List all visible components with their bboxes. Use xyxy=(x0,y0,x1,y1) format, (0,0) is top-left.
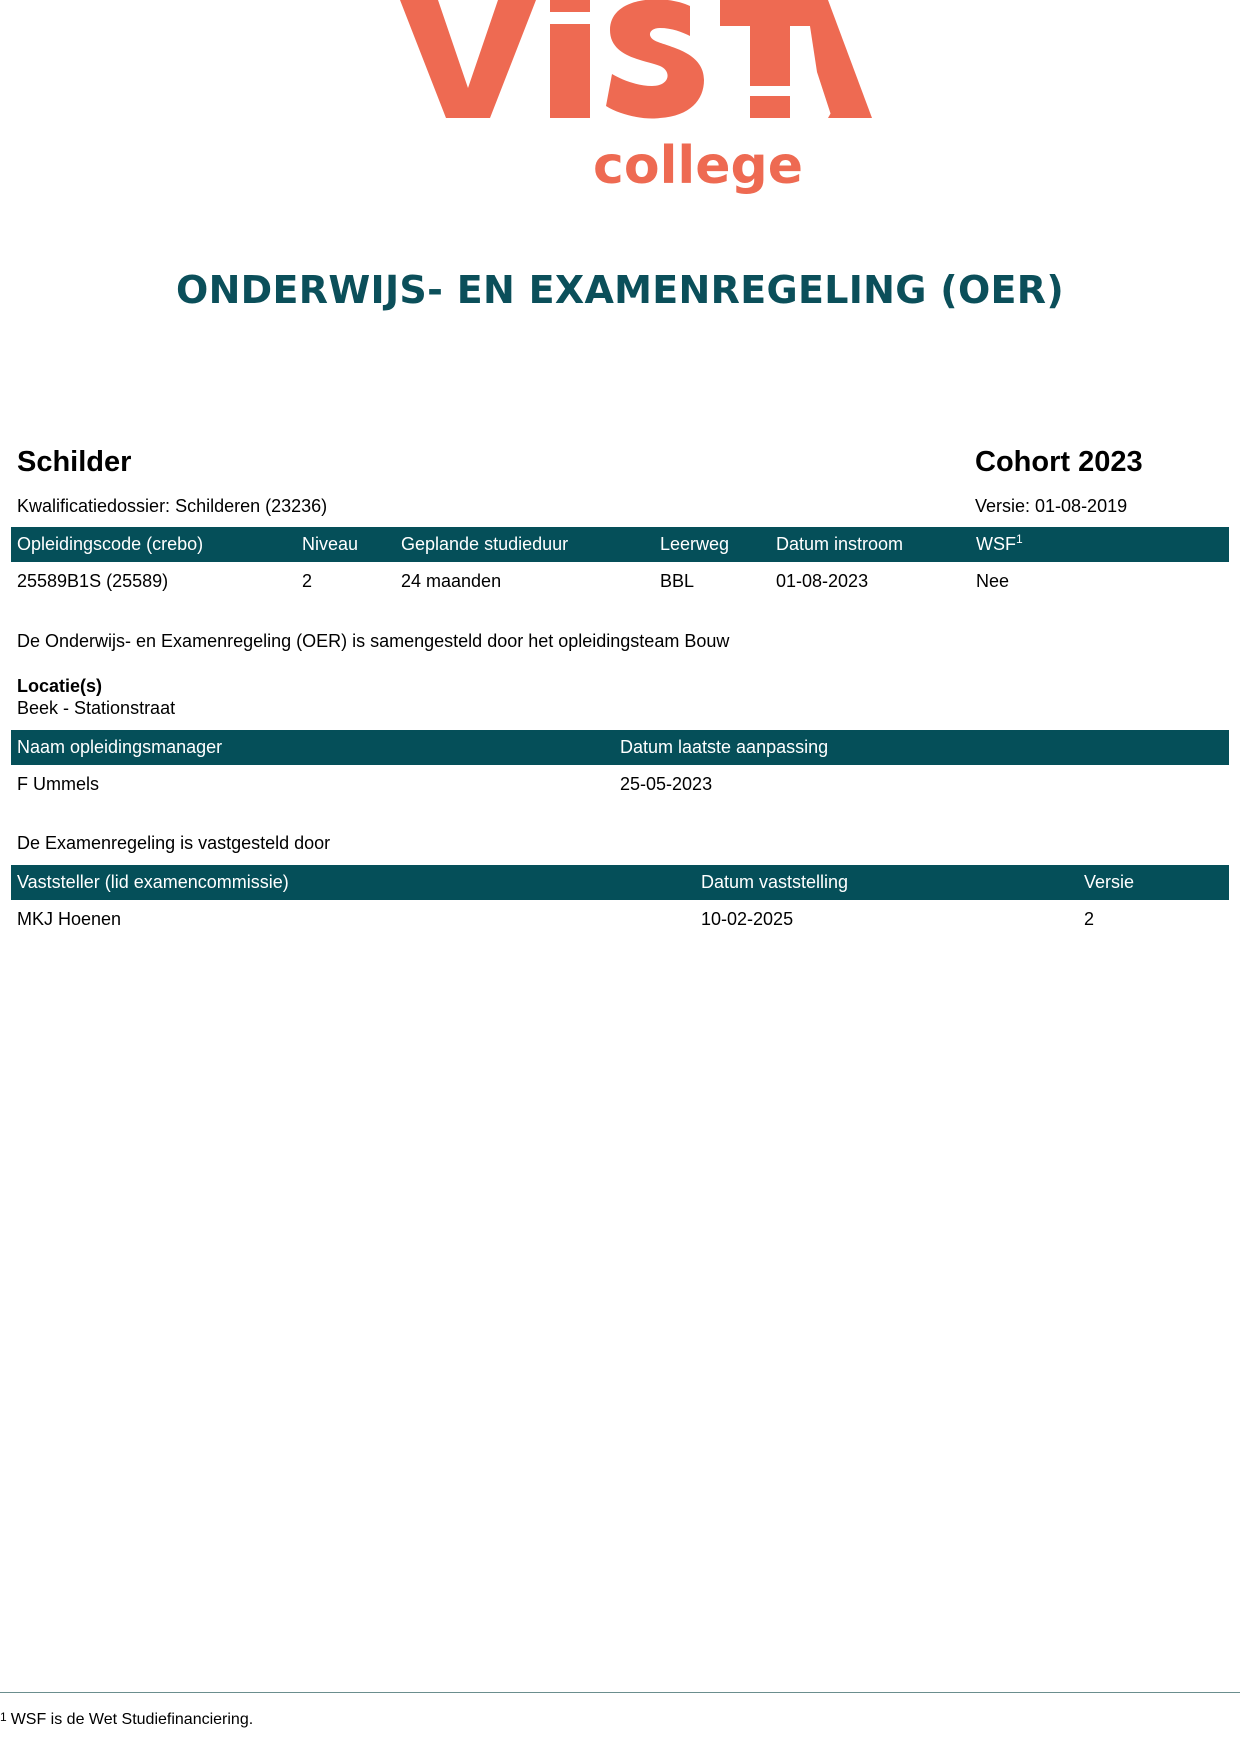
document-title: ONDERWIJS- EN EXAMENREGELING (OER) xyxy=(175,268,1065,312)
table-row xyxy=(11,562,1229,598)
cell-vaststeller: MKJ Hoenen xyxy=(17,909,122,929)
header-manager-name: Naam opleidingsmanager xyxy=(17,737,223,757)
logo-letter-v xyxy=(400,0,536,118)
logo-letter-t-stem xyxy=(750,24,790,86)
table-header-row xyxy=(11,865,1229,900)
header-instroom: Datum instroom xyxy=(776,534,904,554)
logo-graphic xyxy=(360,0,880,215)
logo-subword: college xyxy=(593,136,803,196)
header-crebo: Opleidingscode (crebo) xyxy=(17,534,204,554)
established-by-text: De Examenregeling is vastgesteld door xyxy=(17,833,331,853)
header-niveau: Niveau xyxy=(302,534,359,554)
dossier-version: Versie: 01-08-2019 xyxy=(975,496,1128,516)
header-date-established: Datum vaststelling xyxy=(701,872,849,892)
logo-letter-t-foot xyxy=(750,96,790,118)
table-header-row xyxy=(11,730,1229,765)
header-version: Versie xyxy=(1084,872,1135,892)
cell-wsf: Nee xyxy=(976,571,1010,591)
logo-letter-s xyxy=(606,0,704,118)
cell-instroom: 01-08-2023 xyxy=(776,571,869,591)
header-vaststeller: Vaststeller (lid examencommissie) xyxy=(17,872,289,892)
locations-value: Beek - Stationstraat xyxy=(17,698,176,718)
cell-manager-name: F Ummels xyxy=(17,774,99,794)
logo-letter-i-dot xyxy=(550,0,590,12)
cell-version: 2 xyxy=(1084,909,1095,929)
cell-crebo: 25589B1S (25589) xyxy=(17,571,169,591)
cell-studieduur: 24 maanden xyxy=(401,571,502,591)
header-wsf-label: WSF xyxy=(976,534,1016,554)
manager-table xyxy=(11,730,1229,801)
composed-by-text: De Onderwijs- en Examenregeling (OER) is samengesteld door het opleidingsteam Bouw xyxy=(17,631,730,651)
cell-last-modified: 25-05-2023 xyxy=(620,774,713,794)
header-last-modified: Datum laatste aanpassing xyxy=(620,737,829,757)
header-wsf xyxy=(976,527,1023,562)
table-header-row xyxy=(11,527,1229,562)
wsf-footnote-mark: 1 xyxy=(1016,532,1023,546)
footnote-mark: 1 xyxy=(0,1710,7,1724)
header-leerweg: Leerweg xyxy=(660,534,730,554)
vista-college-logo xyxy=(0,0,1240,215)
cell-date-established: 10-02-2025 xyxy=(701,909,794,929)
header-studieduur: Geplande studieduur xyxy=(401,534,569,554)
cell-leerweg: BBL xyxy=(660,571,695,591)
cell-niveau: 2 xyxy=(302,571,313,591)
logo-letter-a-right xyxy=(806,0,872,118)
qualification-dossier: Kwalificatiedossier: Schilderen (23236) xyxy=(17,496,328,516)
footnote-text: WSF is de Wet Studiefinanciering. xyxy=(10,1711,254,1728)
footnote xyxy=(0,1711,253,1729)
footnote-divider xyxy=(0,1692,1240,1693)
cohort-label: Cohort 2023 xyxy=(975,446,1143,478)
logo-letter-t-bar xyxy=(720,0,820,26)
logo-letter-i xyxy=(550,24,590,118)
established-table xyxy=(11,865,1229,936)
table-row xyxy=(11,765,1229,801)
locations-label: Locatie(s) xyxy=(17,676,103,696)
table-row xyxy=(11,900,1229,936)
program-name: Schilder xyxy=(17,446,132,478)
program-info-table xyxy=(11,527,1229,598)
